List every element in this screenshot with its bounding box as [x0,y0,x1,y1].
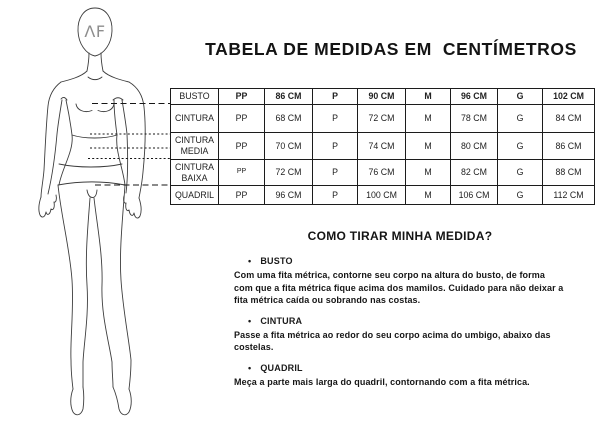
table-row [171,133,595,160]
measurement-label-cell: BUSTO [171,89,219,105]
size-value-cell: P [313,186,358,205]
size-value-cell: M [406,89,451,105]
instructions-section [234,229,566,398]
size-table [170,88,595,205]
size-value-cell: P [313,89,358,105]
size-value-cell: PP [219,186,265,205]
instructions-heading: COMO TIRAR MINHA MEDIDA? [307,229,493,243]
size-value-cell: 112 CM [543,186,595,205]
size-value-cell: PP [219,160,265,186]
measurement-label-cell: CINTURA [171,105,219,133]
size-value-cell: PP [219,133,265,160]
table-row [171,105,595,133]
page-title: TABELA DE MEDIDAS EM CENTÍMETROS [205,39,577,59]
instruction-item-label: CINTURA [260,315,303,326]
size-value-cell: 106 CM [451,186,498,205]
measurement-label-cell: CINTURA MEDIA [171,133,219,160]
size-value-cell: 72 CM [265,160,313,186]
size-value-cell: 96 CM [265,186,313,205]
instructions-list [234,256,566,389]
size-value-cell: 96 CM [451,89,498,105]
measurement-label-cell: QUADRIL [171,186,219,205]
measurement-label-cell: CINTURA BAIXA [171,160,219,186]
size-value-cell: 82 CM [451,160,498,186]
instruction-item-label: QUADRIL [260,362,303,373]
size-value-cell: 86 CM [543,133,595,160]
size-value-cell: PP [219,89,265,105]
table-row [171,160,595,186]
size-value-cell: P [313,160,358,186]
instruction-item [234,256,566,307]
size-value-cell: P [313,105,358,133]
size-value-cell: M [406,133,451,160]
bullet-icon: • [248,256,252,266]
size-value-cell: M [406,105,451,133]
size-value-cell: 80 CM [451,133,498,160]
instruction-item-text: Passe a fita métrica ao redor do seu corpo acima do umbigo, abaixo das costelas. [234,329,551,353]
size-value-cell: M [406,160,451,186]
size-value-cell: 100 CM [358,186,406,205]
instruction-item-text: Meça a parte mais larga do quadril, contornando com a fita métrica. [234,376,530,387]
instruction-item-text: Com uma fita métrica, contorne seu corpo na altura do busto, de forma com que a fita métrica fique acima dos mamilos. Cuidado para não deixar a fita métrica caída ou sobrando nas costas. [234,270,564,306]
instruction-item-title [234,256,566,266]
size-value-cell: 84 CM [543,105,595,133]
measurement-pointer-lines [88,104,170,186]
instruction-item [234,316,566,354]
size-value-cell: G [498,89,543,105]
table-row [171,89,595,105]
body-outline [39,8,145,415]
size-value-cell: PP [219,105,265,133]
bullet-icon: • [248,362,252,373]
croquis-figure [0,0,200,439]
size-value-cell: 102 CM [543,89,595,105]
size-value-cell: G [498,160,543,186]
bullet-icon: • [248,315,252,326]
size-value-cell: 68 CM [265,105,313,133]
instruction-item [234,363,566,389]
size-value-cell: 74 CM [358,133,406,160]
size-value-cell: 76 CM [358,160,406,186]
size-value-cell: 90 CM [358,89,406,105]
size-value-cell: 70 CM [265,133,313,160]
size-table-body [171,89,595,205]
size-value-cell: P [313,133,358,160]
table-row [171,186,595,205]
size-value-cell: 88 CM [543,160,595,186]
size-value-cell: M [406,186,451,205]
instruction-item-label: BUSTO [260,256,293,266]
instruction-item-title [234,316,566,326]
instruction-item-title [234,363,566,373]
size-value-cell: 86 CM [265,89,313,105]
size-value-cell: G [498,133,543,160]
size-value-cell: 72 CM [358,105,406,133]
brand-logo-text: ΛF [84,22,106,41]
size-value-cell: G [498,186,543,205]
size-value-cell: G [498,105,543,133]
size-value-cell: 78 CM [451,105,498,133]
